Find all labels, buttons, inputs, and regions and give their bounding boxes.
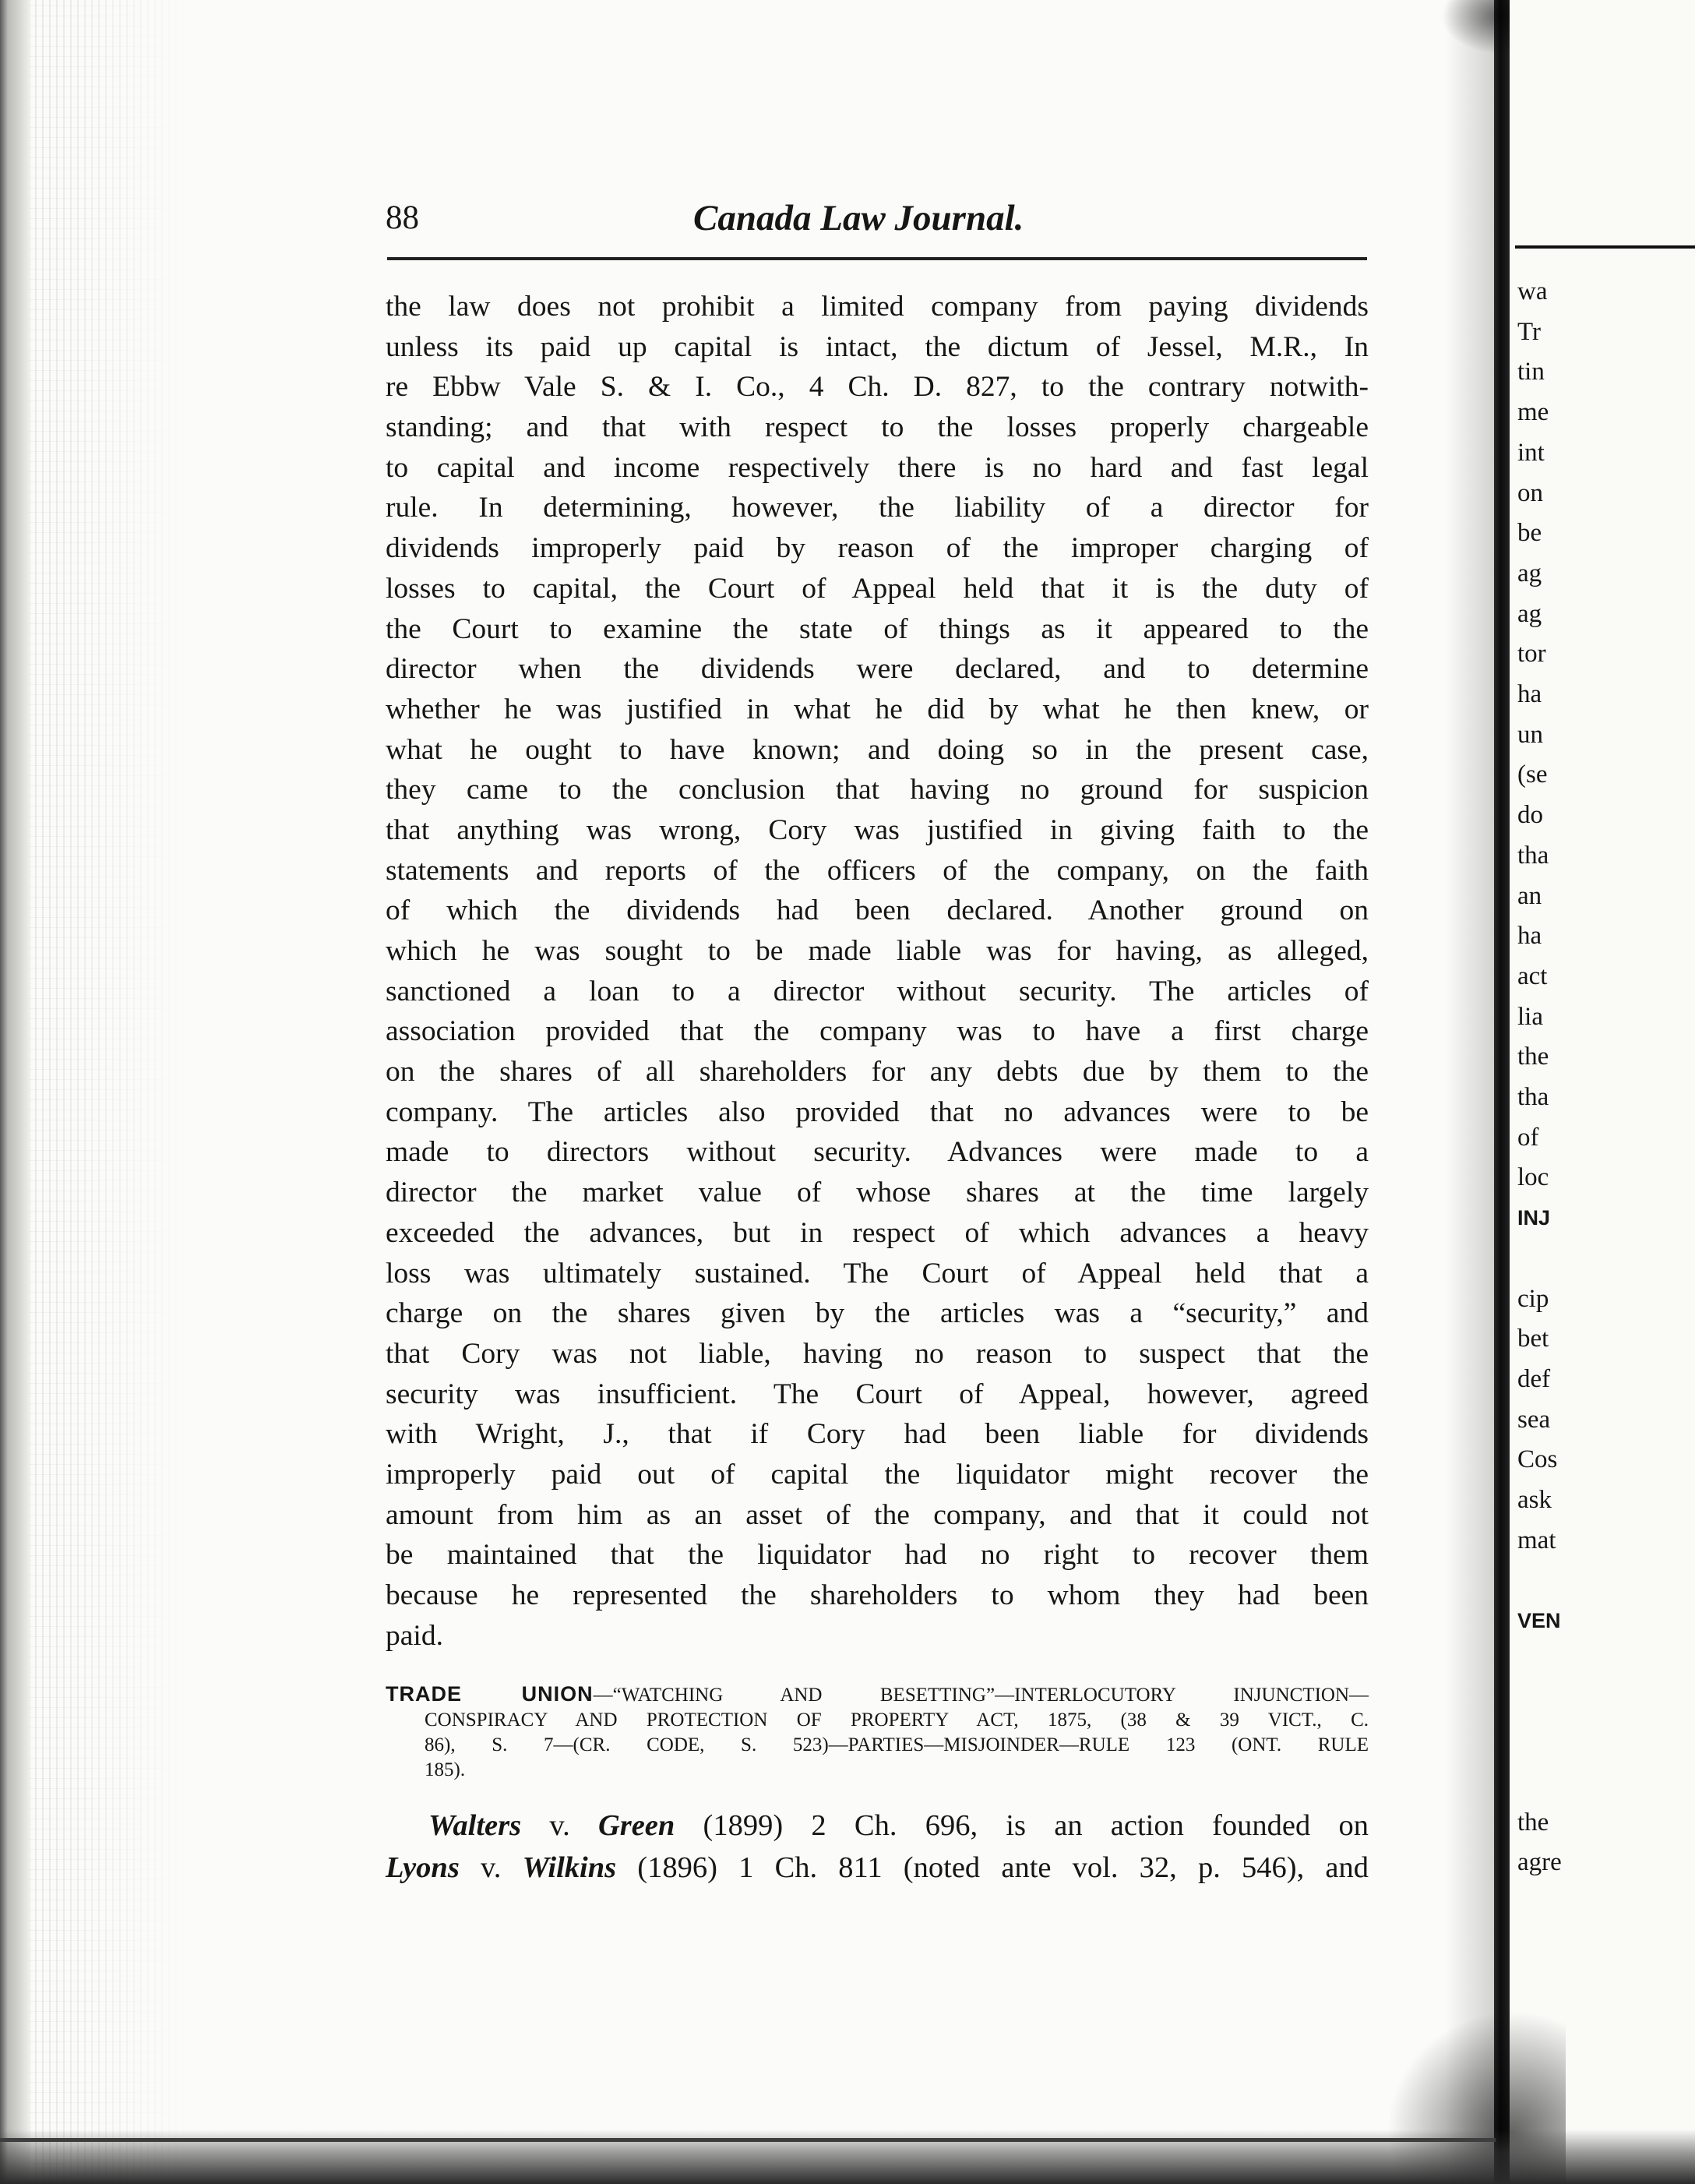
facing-page-line: wa <box>1517 277 1548 305</box>
body-line: that anything was wrong, Cory was justified in giving faith to the <box>386 813 1369 846</box>
section-heading <box>386 1681 1369 1783</box>
facing-page-line: VEN <box>1517 1609 1561 1633</box>
body-line: standing; and that with respect to the losses properly chargeable <box>386 411 1369 444</box>
facing-page-line: ha <box>1517 680 1542 708</box>
facing-page-line: loc <box>1517 1163 1549 1192</box>
body-line: security was insufficient. The Court of Appeal, however, agreed <box>386 1378 1369 1410</box>
facing-page-line: int <box>1517 438 1545 467</box>
body-line: re Ebbw Vale S. & I. Co., 4 Ch. D. 827, to the contrary notwith- <box>386 371 1369 404</box>
facing-page-line: act <box>1517 961 1548 990</box>
body-line: sanctioned a loan to a director without security. The articles of <box>386 975 1369 1007</box>
facing-page-line: the <box>1517 1043 1549 1071</box>
body-line: the law does not prohibit a limited company from paying dividends <box>386 291 1369 323</box>
body-line: unless its paid up capital is intact, the dictum of Jessel, M.R., In <box>386 330 1369 363</box>
facing-page-line: ha <box>1517 922 1542 951</box>
page-number: 88 <box>386 199 419 236</box>
facing-page-line: do <box>1517 801 1543 830</box>
body-line: paid. <box>386 1619 443 1652</box>
facing-page-line: tor <box>1517 640 1546 669</box>
facing-page-line: Cos <box>1517 1445 1558 1474</box>
case-party-1: Walters <box>428 1809 522 1842</box>
facing-page-line: be <box>1517 519 1542 548</box>
body-line: of which the dividends had been declared. Another ground on <box>386 894 1369 927</box>
facing-page-line: def <box>1517 1364 1551 1393</box>
body-line: loss was ultimately sustained. The Court of Appeal held that a <box>386 1257 1369 1290</box>
facing-page-line: Tr <box>1517 317 1541 346</box>
facing-page-line: INJ <box>1517 1206 1551 1230</box>
facing-page-line: on <box>1517 478 1543 507</box>
body-line: what he ought to have known; and doing so in the present case, <box>386 733 1369 766</box>
facing-page-line: un <box>1517 720 1543 749</box>
case-party-4: Wilkins <box>522 1851 617 1884</box>
body-line: which he was sought to be made liable was for having, as alleged, <box>386 935 1369 967</box>
body-line: charge on the shares given by the articles was a “security,” and <box>386 1297 1369 1330</box>
facing-page-line: tha <box>1517 841 1549 870</box>
body-line: dividends improperly paid by reason of the improper charging of <box>386 532 1369 565</box>
body-line: with Wright, J., that if Cory had been liable for dividends <box>386 1418 1369 1451</box>
facing-page-rule <box>1515 245 1695 249</box>
facing-page-line: tin <box>1517 358 1545 386</box>
body-line: director the market value of whose shares at the time largely <box>386 1177 1369 1209</box>
body-line: losses to capital, the Court of Appeal held that it is the duty of <box>386 572 1369 605</box>
scan-bottom-band <box>0 2129 1695 2184</box>
body-line: made to directors without security. Advances were made to a <box>386 1136 1369 1169</box>
case-line-1-rest: (1899) 2 Ch. 696, is an action founded on <box>675 1809 1369 1842</box>
facing-page-line: ag <box>1517 599 1542 628</box>
case-party-3: Lyons <box>386 1851 460 1884</box>
facing-page-line: of <box>1517 1123 1539 1152</box>
facing-page-line: tha <box>1517 1083 1549 1111</box>
body-line: director when the dividends were declared, and to determine <box>386 653 1369 686</box>
journal-title: Canada Law Journal. <box>693 198 1024 238</box>
heading-line-1-rest: —“WATCHING AND BESETTING”—INTERLOCUTORY INJUNCTION— <box>593 1685 1369 1706</box>
case-v-2: v. <box>459 1851 523 1884</box>
case-line-1 <box>386 1805 1369 1847</box>
body-line: amount from him as an asset of the company, and that it could not <box>386 1498 1369 1531</box>
facing-page-line: ag <box>1517 559 1542 587</box>
heading-line-1 <box>386 1681 1369 1708</box>
body-line: whether he was justified in what he did by what he then knew, or <box>386 693 1369 725</box>
case-paragraph <box>386 1805 1369 1889</box>
facing-page-line: bet <box>1517 1325 1549 1353</box>
body-line: to capital and income respectively there is no hard and fast legal <box>386 451 1369 484</box>
body-paragraph <box>386 287 1369 1656</box>
body-line: association provided that the company was to have a first charge <box>386 1015 1369 1048</box>
body-line: because he represented the shareholders to whom they had been <box>386 1579 1369 1611</box>
case-line-2 <box>386 1847 1369 1889</box>
facing-page-line: cip <box>1517 1284 1549 1313</box>
body-line: statements and reports of the officers of the company, on the faith <box>386 854 1369 887</box>
heading-line-4: 185). <box>425 1759 466 1780</box>
gutter-shadow <box>1445 0 1499 2184</box>
facing-page-line: (se <box>1517 760 1548 789</box>
body-line: be maintained that the liquidator had no right to recover them <box>386 1539 1369 1572</box>
facing-page-line: sea <box>1517 1405 1551 1434</box>
facing-page-line: me <box>1517 398 1549 427</box>
case-line-2-rest: (1896) 1 Ch. 811 (noted ante vol. 32, p. 546), and <box>616 1851 1369 1884</box>
body-line: on the shares of all shareholders for any debts due by them to the <box>386 1056 1369 1088</box>
facing-page-line: lia <box>1517 1002 1543 1031</box>
header-rule <box>387 257 1367 260</box>
case-v-1: v. <box>521 1809 598 1842</box>
body-line: improperly paid out of capital the liquidator might recover the <box>386 1458 1369 1491</box>
body-line: exceeded the advances, but in respect of which advances a heavy <box>386 1216 1369 1249</box>
body-line: rule. In determining, however, the liability of a director for <box>386 492 1369 524</box>
facing-page-line: an <box>1517 881 1542 910</box>
body-line: company. The articles also provided that no advances were to be <box>386 1096 1369 1128</box>
body-line: that Cory was not liable, having no reason to suspect that the <box>386 1337 1369 1370</box>
facing-page-line: mat <box>1517 1526 1556 1554</box>
heading-line-3: 86), S. 7—(CR. CODE, S. 523)—PARTIES—MISJOINDER—RULE 123 (ONT. RULE <box>425 1734 1369 1755</box>
book-gutter <box>1494 0 1510 2184</box>
heading-line-2: CONSPIRACY AND PROTECTION OF PROPERTY ACT, 1875, (38 & 39 VICT., C. <box>425 1709 1369 1731</box>
body-line: they came to the conclusion that having no ground for suspicion <box>386 774 1369 806</box>
case-party-2: Green <box>597 1809 675 1842</box>
facing-page-line: agre <box>1517 1848 1562 1877</box>
body-line: the Court to examine the state of things as it appeared to the <box>386 612 1369 645</box>
heading-lead: TRADE UNION <box>386 1682 594 1706</box>
facing-page-line: the <box>1517 1808 1549 1836</box>
running-head <box>386 199 1367 253</box>
facing-page-line: ask <box>1517 1486 1552 1514</box>
scan-left-edge <box>0 0 30 2184</box>
